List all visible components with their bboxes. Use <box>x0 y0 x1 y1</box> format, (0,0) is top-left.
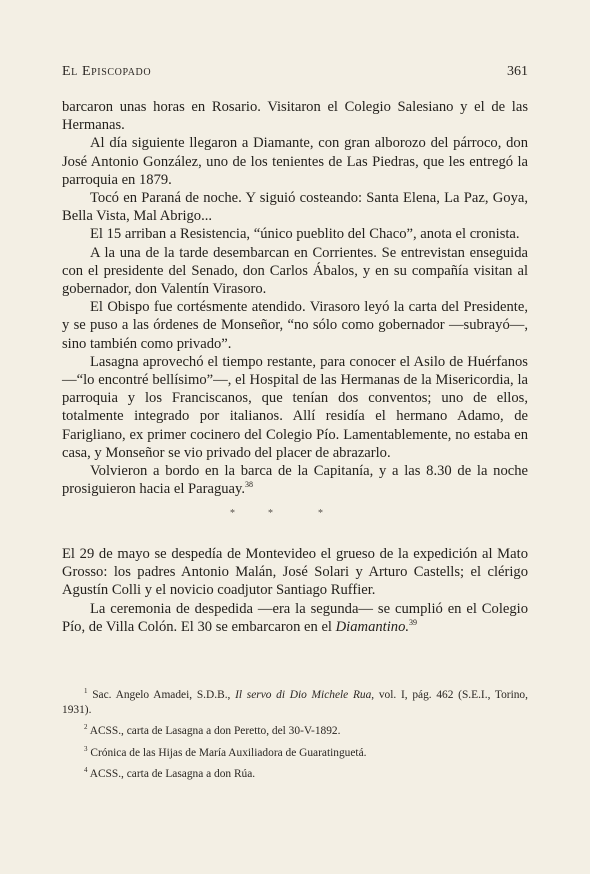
paragraph: Tocó en Paraná de noche. Y siguió costeando: Santa Elena, La Paz, Goya, Bella Vista, Mal Abrigo... <box>62 190 528 225</box>
footnote-number: 4 <box>84 766 88 775</box>
footnote-text: Sac. Angelo Amadei, S.D.B., <box>92 689 236 701</box>
footnote-text: ACSS., carta de Lasagna a don Peretto, del 30-V-1892. <box>89 725 341 738</box>
footnote <box>62 724 528 739</box>
ship-name: Diamantino. <box>335 618 410 635</box>
paragraph-text: La ceremonia de despedida —era la segunda— se cumplió en el Colegio Pío, de Villa Colón. El 30 se embarcaron en el <box>62 600 528 635</box>
paragraph-text: Volvieron a bordo en la barca de la Capitanía, y a las 8.30 de la noche prosiguieron hacia el Paraguay. <box>62 463 528 498</box>
footnote-title: Il servo di Dio Michele Rua <box>235 689 372 701</box>
footnote-text: Crónica de las Hijas de María Auxiliadora de Guaratinguetá. <box>90 746 367 759</box>
footnotes <box>62 688 528 789</box>
asterisk: * <box>318 508 323 519</box>
paragraph: El 29 de mayo se despedía de Montevideo el grueso de la expedición al Mato Grosso: los padres Antonio Malán, José Solari y Arturo Castells; el clérigo Agustín Colli y el novicio coadjutor Santiago Ruffier. <box>62 546 528 599</box>
paragraph <box>62 462 528 498</box>
footnote-ref: 39 <box>409 617 418 627</box>
section-separator <box>0 508 590 522</box>
paragraph: Lasagna aprovechó el tiempo restante, para conocer el Asilo de Huérfanos —“lo encontré bellísimo”—, el Hospital de las Hermanas de la Misericordia, la parroquia y los Franciscanos, que tenían dos conventos; uno de ellos, totalmente integrado por italianos. Allí residía el hermano Adamo, de Farigliano, ex primer cocinero del Colegio Pío. Lamentablemente, no estaba en casa, y Monseñor se vio privado del placer de abrazarlo. <box>62 353 528 461</box>
footnote <box>62 746 528 761</box>
paragraph <box>62 600 528 636</box>
footnote-text: ACSS., carta de Lasagna a don Rúa. <box>89 768 256 781</box>
paragraph: barcaron unas horas en Rosario. Visitaron el Colegio Salesiano y el de las Hermanas. <box>62 99 528 134</box>
running-header <box>62 64 528 84</box>
footnote <box>62 767 528 782</box>
chapter-title: El Episcopado <box>62 64 152 79</box>
asterisk: * <box>268 508 273 519</box>
paragraph: A la una de la tarde desembarcan en Corrientes. Se entrevistan enseguida con el presidente del Senado, don Carlos Ábalos, y en su compañía visitan al gobernador, don Valentín Virasoro. <box>62 244 528 298</box>
asterisk: * <box>230 508 235 519</box>
main-text <box>62 98 528 498</box>
footnote <box>62 688 528 717</box>
paragraph: Al día siguiente llegaron a Diamante, con gran alborozo del párroco, don José Antonio González, uno de los tenientes de Las Piedras, que les entregó la parroquia en 1879. <box>62 135 528 188</box>
footnote-number: 1 <box>84 687 88 696</box>
footnote-ref: 38 <box>245 480 254 490</box>
footnote-text: , vol. I, pág. 462 (S.E.I., Torino, 1931). <box>62 689 528 716</box>
page-number: 361 <box>507 64 528 79</box>
main-text-section-2 <box>62 545 528 636</box>
footnote-number: 3 <box>84 744 88 753</box>
paragraph: El Obispo fue cortésmente atendido. Virasoro leyó la carta del Presidente, y se puso a las órdenes de Monseñor, “no sólo como gobernador —subrayó—, sino también como privado”. <box>62 299 528 352</box>
paragraph: El 15 arriban a Resistencia, “único pueblito del Chaco”, anota el cronista. <box>90 226 520 243</box>
footnote-number: 2 <box>84 723 88 732</box>
